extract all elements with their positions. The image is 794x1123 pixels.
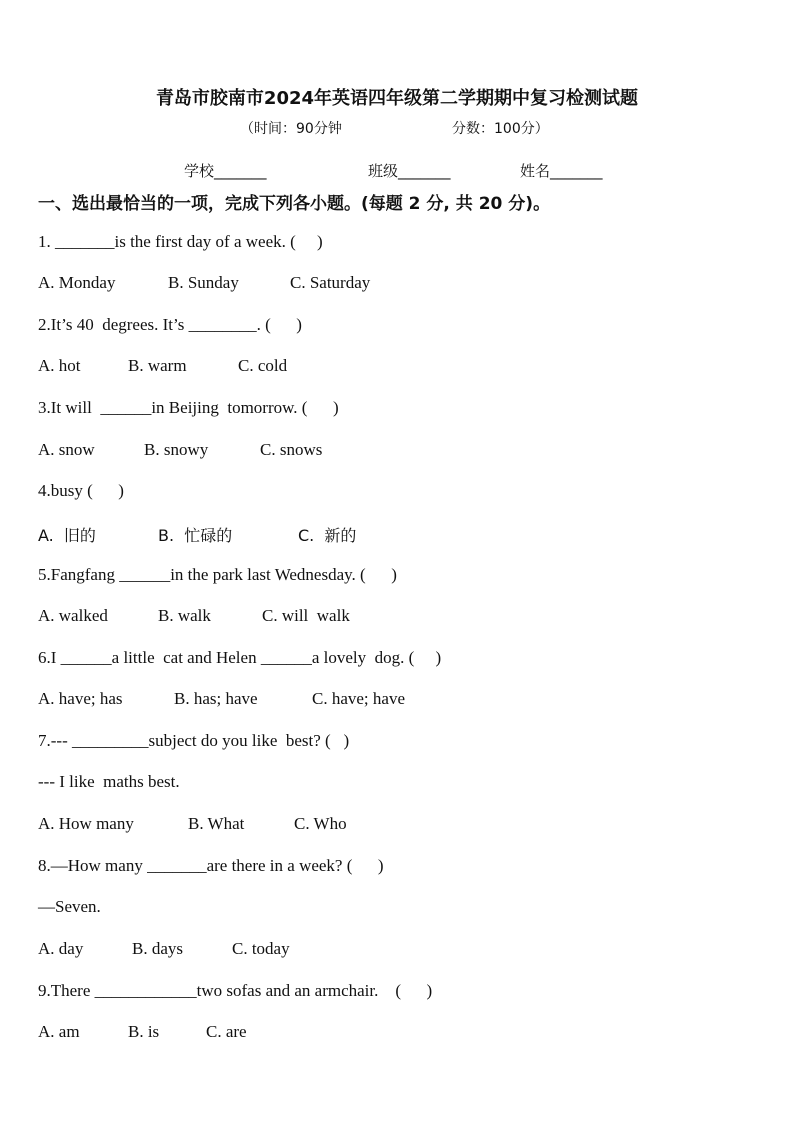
q9-option-a: A. am (38, 1022, 80, 1041)
q4-option-a: A. 旧的 (38, 526, 96, 545)
q4-option-b: B. 忙碌的 (158, 526, 233, 545)
q1-option-c: C. Saturday (290, 273, 371, 292)
q2-option-c: C. cold (238, 356, 288, 375)
question-6: 6.I ______a little cat and Helen ______a lovely dog. ( ) (38, 648, 442, 667)
question-3: 3.It will ______in Beijing tomorrow. ( ) (38, 398, 339, 417)
q3-option-b: B. snowy (144, 440, 209, 459)
q6-option-a: A. have; has (38, 689, 123, 708)
name-field: 姓名_______ (520, 162, 603, 180)
page-title: 青岛市胶南市2024年英语四年级第二学期期中复习检测试题 (155, 88, 639, 109)
question-5: 5.Fangfang ______in the park last Wednesday. ( ) (38, 565, 397, 584)
question-9: 9.There ____________two sofas and an armchair. ( ) (38, 981, 433, 1000)
q9-option-b: B. is (128, 1022, 160, 1041)
q2-option-a: A. hot (38, 356, 81, 375)
exam-time: （时间：90分钟 (240, 121, 342, 137)
q6-option-c: C. have; have (312, 689, 405, 708)
q8-option-a: A. day (38, 939, 84, 958)
q2-option-b: B. warm (128, 356, 187, 375)
q3-option-c: C. snows (260, 440, 323, 459)
q7-option-a: A. How many (38, 814, 134, 833)
q4-option-c: C. 新的 (298, 526, 357, 545)
q8-option-b: B. days (132, 939, 183, 958)
question-7: 7.--- _________subject do you like best? ( ) (38, 731, 350, 750)
q3-option-a: A. snow (38, 440, 95, 459)
q7-option-b: B. What (188, 814, 245, 833)
q7-answer-line: --- I like maths best. (38, 772, 180, 791)
class-field: 班级_______ (368, 162, 451, 180)
question-2: 2.It’s 40 degrees. It’s ________. ( ) (38, 315, 302, 334)
q5-option-c: C. will walk (262, 606, 350, 625)
question-8: 8.—How many _______are there in a week? ( ) (38, 856, 384, 875)
section-heading: 一、选出最恰当的一项，完成下列各小题。(每题 2 分, 共 20 分)。 (38, 194, 551, 214)
q5-option-a: A. walked (38, 606, 108, 625)
question-4: 4.busy ( ) (38, 481, 124, 500)
q5-option-b: B. walk (158, 606, 211, 625)
q1-option-b: B. Sunday (168, 273, 239, 292)
q6-option-b: B. has; have (174, 689, 258, 708)
question-1: 1. _______is the first day of a week. ( ) (38, 232, 323, 251)
q8-answer-line: —Seven. (38, 897, 101, 916)
q1-option-a: A. Monday (38, 273, 116, 292)
q7-option-c: C. Who (294, 814, 347, 833)
exam-score: 分数：100分） (452, 121, 549, 137)
school-field: 学校_______ (184, 162, 267, 180)
q9-option-c: C. are (206, 1022, 247, 1041)
q8-option-c: C. today (232, 939, 290, 958)
